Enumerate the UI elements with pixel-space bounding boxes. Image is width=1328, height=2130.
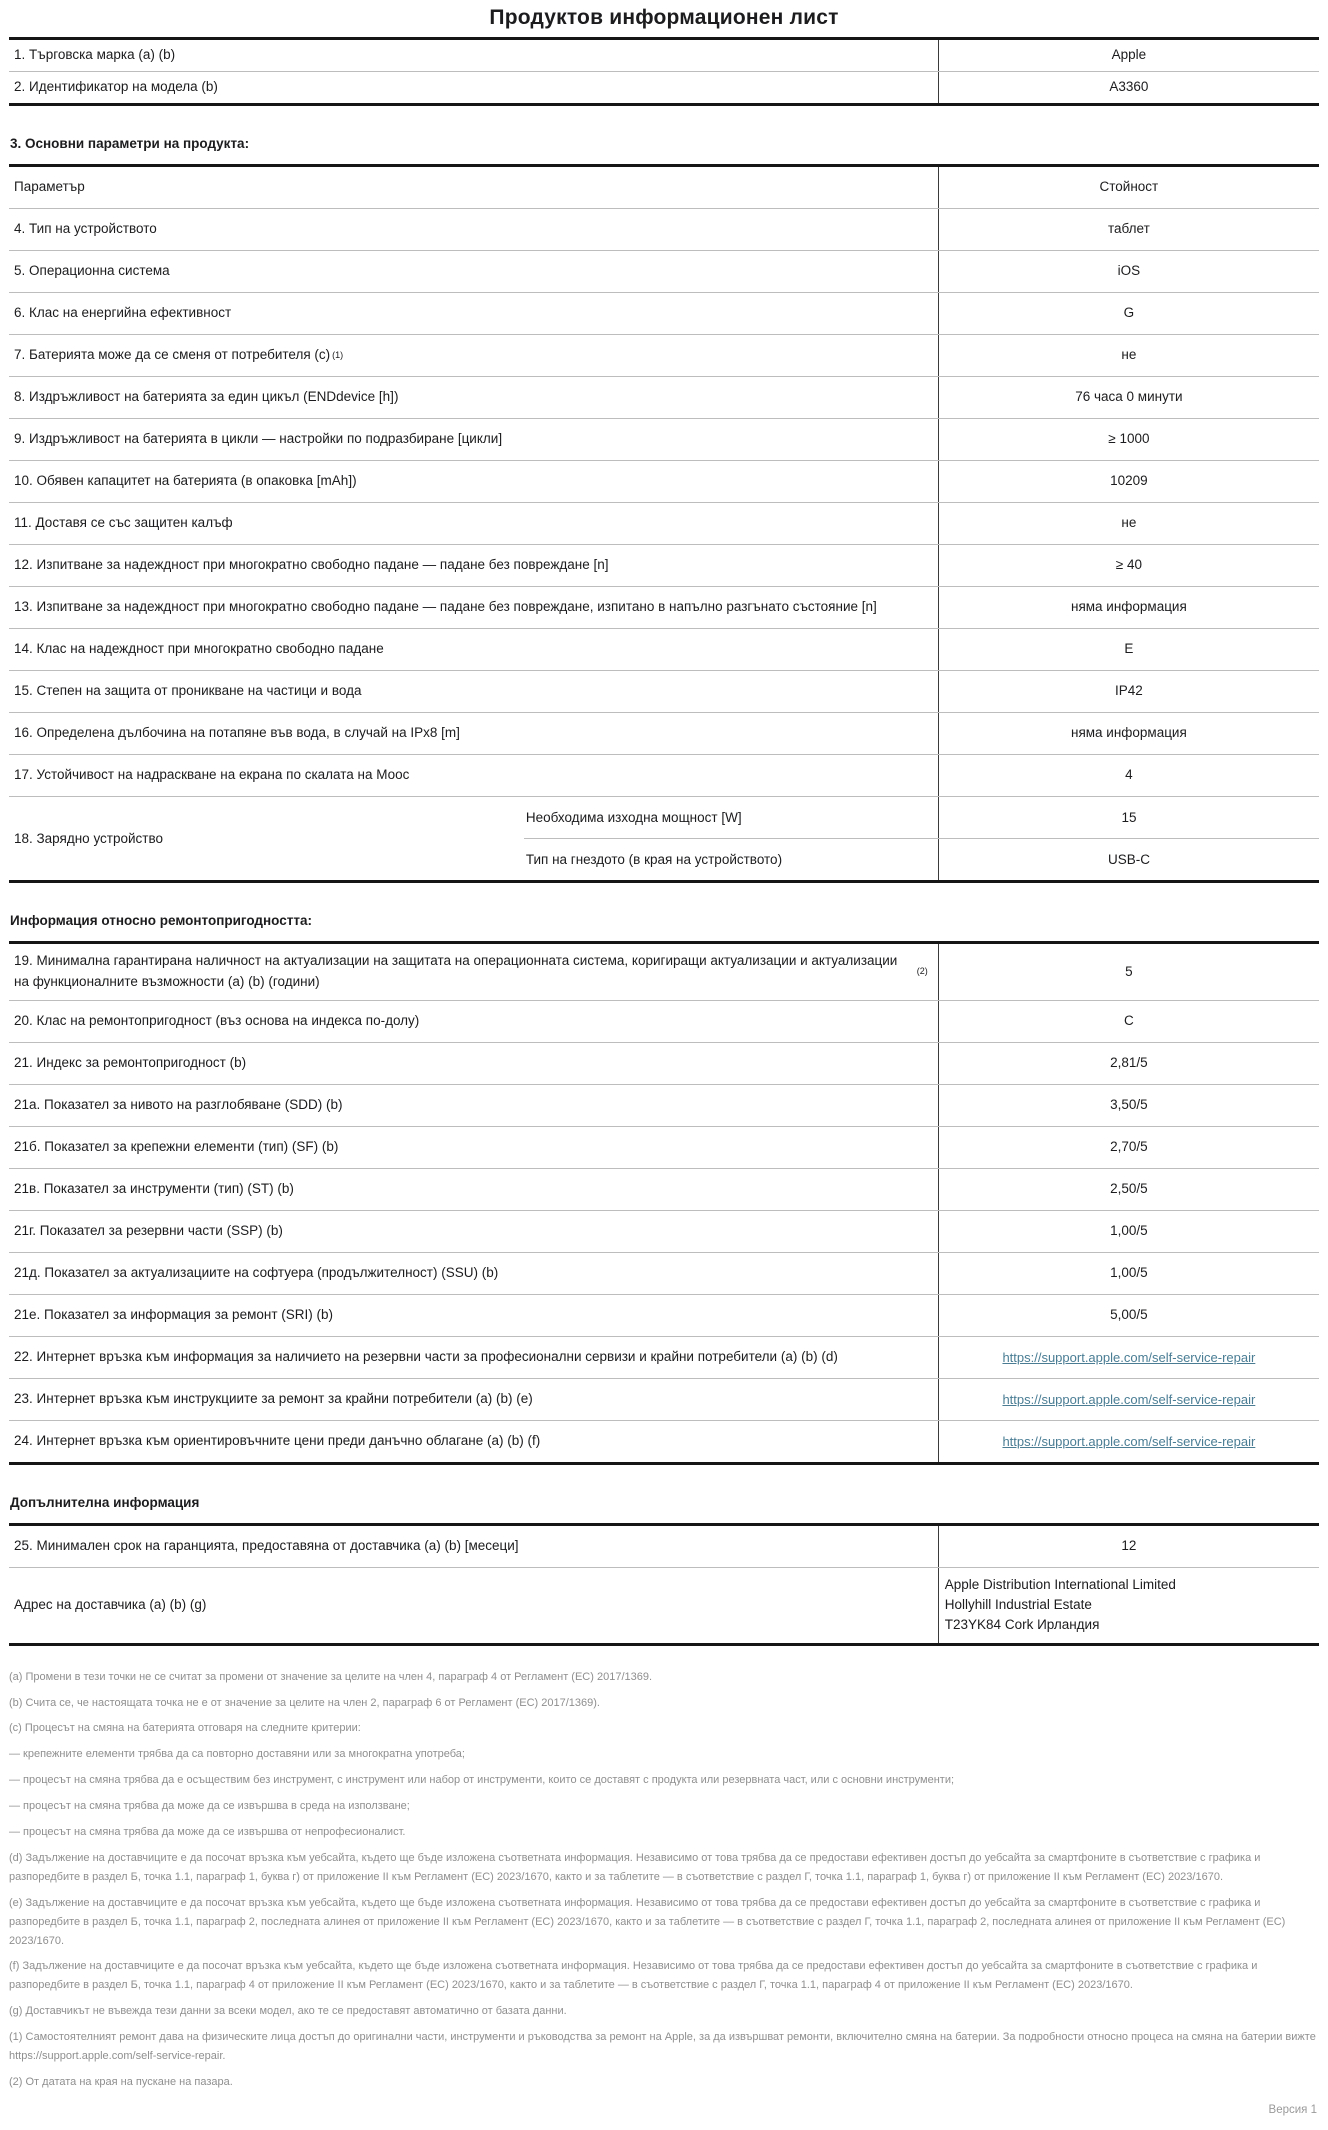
row-value: 12 [938,1526,1319,1567]
row-repair-information-sri [9,1294,1319,1336]
footnote-f: (f) Задължение на доставчиците е да посочат връзка към уебсайта, където ще бъде изложена съответната информация. Независимо от това трябва да се предостави ефективен достъп до уебсайта за смартфоните в съответствие с графика и разпоредбите в раздел Б, точка 1.1, параграф 4 от приложение II към Регламент (ЕС) 2023/1670, както и за таблетите — в съответствие с раздел Г, точка 1.1, параграф 4 от приложение II към Регламент (ЕС) 2023/1670. [9,1960,1258,1992]
row-value: 1,00/5 [938,1253,1319,1294]
row-label: 23. Интернет връзка към инструкциите за ремонт за крайни потребители (a) (b) (e) [14,1390,533,1406]
row-repairability-class [9,1000,1319,1042]
row-value: не [938,335,1319,376]
row-minimum-warranty [9,1526,1319,1567]
row-value: 5 [938,944,1319,1000]
row-label: 15. Степен на защита от проникване на частици и вода [14,683,362,699]
row-brand [9,40,1319,71]
row-spare-parts-ssp [9,1210,1319,1252]
column-header-parameter: Параметър [14,179,85,195]
row-charger-connector [524,838,1319,880]
row-value: няма информация [938,587,1319,628]
row-free-fall-reliability [9,544,1319,586]
row-label: 1. Търговска марка (a) (b) [14,47,176,63]
row-charger [9,796,1319,880]
row-free-fall-class [9,628,1319,670]
row-value: USB-C [938,839,1319,880]
additional-info-table [9,1523,1319,1646]
footnote-c-criterion-3: — процесът на смяна трябва да може да се извършва в среда на използване; [9,1800,410,1813]
row-label: 21д. Показател за актуализациите на софтуера (продължителност) (SSU) (b) [14,1264,499,1280]
footnotes [9,1668,1319,2092]
row-label: Тип на гнездото (в края на устройството) [525,852,783,867]
row-value: не [938,503,1319,544]
row-pretax-prices-link [9,1420,1319,1462]
row-label: 24. Интернет връзка към ориентировъчните цени преди данъчно облагане (a) (b) (f) [14,1432,541,1448]
footnote-a: (a) Промени в тези точки не се считат за промени от значение за целите на член 4, параграф 4 от Регламент (ЕС) 2017/1369. [9,1670,653,1683]
row-label: 13. Изпитване за надеждност при многократно свободно падане — падане без повреждане, изпитано в напълно разгънато състояние [n] [14,599,877,615]
row-model-id [9,71,1319,103]
row-supplier-address [9,1567,1319,1643]
footnote-c-criterion-4: — процесът на смяна трябва да може да се извършва от непрофесионалист. [9,1826,406,1839]
row-value: A3360 [938,72,1319,103]
row-label: 20. Клас на ремонтопригодност (въз основа на индекса по-долу) [14,1012,420,1028]
row-label: Адрес на доставчика (a) (b) (g) [14,1596,207,1612]
self-service-repair-link[interactable]: https://support.apple.com/self-service-repair [1002,1349,1256,1365]
row-value: 2,50/5 [938,1169,1319,1210]
row-label: 6. Клас на енергийна ефективност [14,305,232,321]
row-tools-st [9,1168,1319,1210]
row-label: 25. Минимален срок на гаранцията, предоставяна от доставчика (a) (b) [месеци] [14,1537,519,1553]
footnote-c-criterion-2: — процесът на смяна трябва да е осъществим без инструмент, с инструмент или набор от инструменти, които се доставят с продукта или резервната част, или с основни инструменти; [9,1774,955,1787]
row-spare-parts-link [9,1336,1319,1378]
row-free-fall-reliability-unfolded [9,586,1319,628]
footnote-b: (b) Счита се, че настоящата точка не е от значение за целите на член 2, параграф 6 от Регламент (ЕС) 2017/1369). [9,1696,600,1709]
row-value: 2,70/5 [938,1127,1319,1168]
footnote-superscript: (2) [916,966,928,977]
row-value: C [938,1001,1319,1042]
row-label: 7. Батерията може да се сменя от потребителя (c) (1) [14,347,344,363]
row-scratch-resistance [9,754,1319,796]
version-label: Версия 1 [1268,2103,1317,2116]
address-line: T23YK84 Cork Ирландия [944,1617,1100,1633]
row-value: 76 часа 0 минути [938,377,1319,418]
footnote-e: (e) Задължение на доставчиците е да посочат връзка към уебсайта, където ще бъде изложена съответната информация. Независимо от това трябва да се предостави ефективен достъп до уебсайта за смартфоните в съответствие с графика и разпоредбите в раздел Б, точка 1.1, параграф 2, последната алинея от приложение II към Регламент (ЕС) 2023/1670, както и за таблетите — в съответствие с раздел Г, точка 1.1, параграф 2, последната алинея от приложение II към Регламент (ЕС) 2023/1670. [9,1896,1286,1947]
row-label: 2. Идентификатор на модела (b) [14,79,218,95]
row-charger-power [524,797,1319,838]
row-label: 4. Тип на устройството [14,221,157,237]
address-line: Apple Distribution International Limited [944,1576,1176,1592]
row-value: iOS [938,251,1319,292]
row-software-updates-ssu [9,1252,1319,1294]
footnote-2: (2) От датата на края на пускане на пазара. [9,2076,233,2088]
row-value: G [938,293,1319,334]
row-protective-cover [9,502,1319,544]
row-battery-replaceable [9,334,1319,376]
row-label: 21б. Показател за крепежни елементи (тип) (SF) (b) [14,1138,339,1154]
footnote-d: (d) Задължение на доставчиците е да посочат връзка към уебсайта, където ще бъде изложена съответната информация. Независимо от това трябва да се предостави ефективен достъп до уебсайта за смартфоните в съответствие с графика и разпоредбите в раздел Б, точка 1.1, параграф 1, буква г) от приложение II към Регламент (ЕС) 2023/1670, както и за таблетите — в съответствие с раздел Г, точка 1.1, параграф 1, буква г) от приложение II към Регламент (ЕС) 2023/1670. [9,1851,1261,1883]
row-value: 1,00/5 [938,1211,1319,1252]
row-value: E [938,629,1319,670]
row-label: 21. Индекс за ремонтопригодност (b) [14,1054,247,1070]
row-immersion-depth [9,712,1319,754]
section-heading-repairability: Информация относно ремонтопригодността: [10,913,312,928]
section-heading-main-parameters: 3. Основни параметри на продукта: [10,136,250,151]
row-battery-endurance-cycle [9,376,1319,418]
row-battery-capacity [9,460,1319,502]
footnote-superscript: (1) [332,350,344,360]
row-label: 12. Изпитване за надеждност при многократно свободно падане — падане без повреждане [n] [14,557,609,573]
row-value: IP42 [938,671,1319,712]
row-value: 2,81/5 [938,1043,1319,1084]
row-label: 21в. Показател за инструменти (тип) (ST) (b) [14,1180,294,1196]
footnote-g: (g) Доставчикът не въвежда тези данни за всеки модел, ако те се предоставят автоматично от базата данни. [9,2005,567,2018]
brand-model-table [9,37,1319,106]
repairability-table [9,941,1319,1465]
row-label: 21а. Показател за нивото на разглобяване (SDD) (b) [14,1096,343,1112]
row-value: няма информация [938,713,1319,754]
row-value [938,1421,1319,1462]
supplier-address-value [938,1568,1319,1643]
row-guaranteed-updates [9,944,1319,1000]
self-service-repair-link[interactable]: https://support.apple.com/self-service-repair [1002,1433,1256,1449]
header-row [9,167,1319,208]
row-value [938,1337,1319,1378]
row-label: 16. Определена дълбочина на потапяне във вода, в случай на IPx8 [m] [14,725,460,741]
footnote-c: (c) Процесът на смяна на батерията отговаря на следните критерии: [9,1722,361,1735]
section-heading-additional-info: Допълнителна информация [10,1494,200,1510]
row-label: 5. Операционна система [14,263,170,279]
address-line: Hollyhill Industrial Estate [944,1597,1092,1613]
charger-sub-table [524,797,1319,880]
row-label: 22. Интернет връзка към информация за наличието на резервни части за професионални сервизи и крайни потребители (a) (b) (d) [14,1348,838,1364]
row-value: таблет [938,209,1319,250]
row-value [938,1379,1319,1420]
row-fasteners-sf [9,1126,1319,1168]
main-parameters-table [9,164,1319,883]
row-value: Apple [938,40,1319,71]
footnote-c-criterion-1: — крепежните елементи трябва да са повторно доставяни или за многократна употреба; [9,1748,465,1761]
row-value: 5,00/5 [938,1295,1319,1336]
row-label: 14. Клас на надеждност при многократно свободно падане [14,641,384,657]
column-header-value: Стойност [938,167,1319,208]
row-label: 21е. Показател за информация за ремонт (SRI) (b) [14,1306,333,1322]
row-label: Необходима изходна мощност [W] [525,810,742,825]
row-label: 8. Издръжливост на батерията за един цикъл (ENDdevice [h]) [14,389,399,405]
row-ip-rating [9,670,1319,712]
row-value: ≥ 1000 [938,419,1319,460]
row-label: 10. Обявен капацитет на батерията (в опаковка [mAh]) [14,473,357,489]
row-repair-instructions-link [9,1378,1319,1420]
row-value: ≥ 40 [938,545,1319,586]
row-label: 11. Доставя се със защитен калъф [14,515,233,531]
row-label: 19. Минимална гарантирана наличност на актуализации на защитата на операционната система, коригиращи актуализации и актуализации на функционалните възможности (a) (b) (години) (2) [14,953,928,989]
row-battery-endurance-cycles [9,418,1319,460]
self-service-repair-link[interactable]: https://support.apple.com/self-service-repair [1002,1391,1256,1407]
footnote-1: (1) Самостоятелният ремонт дава на физическите лица достъп до оригинални части, инструменти и ръководства за ремонт на Apple, за да извършват ремонти, включително смяна на батерии. За подробности относно процеса на смяна на батерии вижте https://support.apple.com/self-service-repair. [9,2031,1316,2063]
row-device-type [9,208,1319,250]
row-label: 18. Зарядно устройство [14,831,163,846]
row-value: 3,50/5 [938,1085,1319,1126]
row-value: 4 [938,755,1319,796]
row-label: 17. Устойчивост на надраскване на екрана по скалата на Моос [14,767,410,783]
row-label: 9. Издръжливост на батерията в цикли — настройки по подразбиране [цикли] [14,431,503,447]
row-energy-class [9,292,1319,334]
row-repairability-index [9,1042,1319,1084]
row-disassembly-depth-sdd [9,1084,1319,1126]
row-label: 21г. Показател за резервни части (SSP) (b) [14,1222,283,1238]
page-title: Продуктов информационен лист [489,6,839,29]
row-operating-system [9,250,1319,292]
row-value: 15 [938,797,1319,838]
row-value: 10209 [938,461,1319,502]
